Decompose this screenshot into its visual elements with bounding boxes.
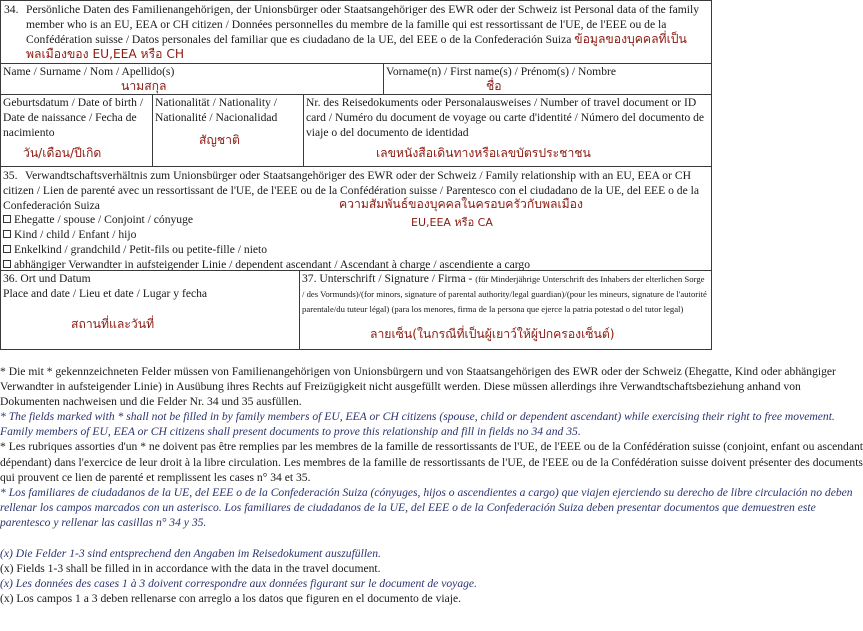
- field-37-title: Unterschrift / Signature / Firma -: [319, 272, 473, 285]
- nationality-field[interactable]: [152, 94, 303, 166]
- first-name-field[interactable]: [383, 63, 711, 94]
- surname-thai-annotation: นามสกุล: [121, 79, 167, 93]
- field-34-number: 34.: [4, 3, 19, 16]
- note-x-spanish: (x) Los campos 1 a 3 deben rellenarse con arreglo a los datos que figuren en el documento de viaje.: [0, 592, 462, 606]
- field-34-title: Persönliche Daten des Familienangehörigen, der Unionsbürger oder Staatsangehöriger des EWR oder der Schweiz ist Personal data of the family member who is an EU, EEA or CH citizen / Données personnelles du membre de la famille qui est ressortissant de l'UE, de l'EEE ou de la Confédération suisse / Datos personales del familiar que es ciudadano de la UE, del EEE o de la Confederación Suiza: [26, 3, 699, 46]
- field-36-number: 36.: [3, 272, 18, 285]
- travel-document-label: Nr. des Reisedokuments oder Personalausweises / Number of travel document or ID card / Numéro du document de voyage ou carte d'identité / Número del documento de viaje o del documento de identidad: [306, 96, 705, 139]
- field-35-thai-annotation: ความสัมพันธ์ของบุคคลในครอบครัวกับพลเมือง: [339, 197, 583, 211]
- travel-document-field[interactable]: [303, 94, 711, 166]
- relationship-option-child[interactable]: Kind / child / Enfant / hijo: [3, 227, 530, 242]
- footnotes: [0, 364, 863, 530]
- relationship-option-grandchild[interactable]: Enkelkind / grandchild / Petit-fils ou petite-fille / nieto: [3, 242, 530, 257]
- nationality-label: Nationalität / Nationality / Nationalité / Nacionalidad: [155, 96, 278, 124]
- note-x-french: (x) Les données des cases 1 à 3 doivent correspondre aux données figurant sur le document de voyage.: [0, 577, 477, 591]
- relationship-option-spouse[interactable]: Ehegatte / spouse / Conjoint / cónyuge: [3, 212, 530, 227]
- note-french: * Les rubriques assorties d'un * ne doivent pas être remplies par les membres de la famille de ressortissants de l'UE, de l'EEE ou de la Confédération suisse (conjoint, enfant ou ascendant dépendant) dans l'exercice de leur droit à la libre circulation. Les membres de la famille de ressortissants de l'UE, de l'EEE ou de la Confédération suisse doivent présenter des documents qui prouvent ce lien de parenté et remplissent les cases n° 34 et 35.: [0, 440, 863, 484]
- note-english: * The fields marked with * shall not be filled in by family members of EU, EEA or CH citizens (spouse, child or dependent ascendant) while exercising their right to free movement. Family members of EU, EEA or CH citizens shall present documents to prove this relationship and fill in fields no 34 and 35.: [0, 410, 835, 439]
- surname-field[interactable]: [1, 63, 383, 94]
- relationship-option-dependent-ascendant[interactable]: abhängiger Verwandter in aufsteigender Linie / dependent ascendant / Ascendant à charge / ascendiente a cargo: [3, 257, 530, 272]
- field-37-minors-note: (für Minderjährige Unterschrift des Inhabers der elterlichen Sorge / des Vormunds)/(for minors, signature of parental authority/legal guardian)/(pour les mineurs, signature de l'autorité parentale/du tuteur légal) (para los menores, firma de la persona que ejerce la patria potestad o del tutor legal): [302, 274, 707, 314]
- date-of-birth-label: Geburtsdatum / Date of birth / Date de naissance / Fecha de nacimiento: [3, 96, 144, 139]
- field-35-number: 35.: [3, 169, 18, 182]
- date-of-birth-field[interactable]: [1, 94, 152, 166]
- first-name-thai-annotation: ชื่อ: [486, 79, 502, 93]
- first-name-label: Vorname(n) / First name(s) / Prénom(s) / Nombre: [386, 65, 617, 78]
- checkbox-icon[interactable]: [3, 245, 11, 253]
- date-of-birth-thai-annotation: วัน/เดือน/ปีเกิด: [23, 146, 102, 160]
- field-37-number: 37.: [302, 272, 317, 285]
- nationality-thai-annotation: สัญชาติ: [199, 133, 240, 147]
- place-and-date-field[interactable]: [1, 270, 299, 349]
- note-spanish: * Los familiares de ciudadanos de la UE, del EEE o de la Confederación Suiza (cónyuges, hijos o ascendientes a cargo) que viajen ejerciendo su derecho de libre circulación no deben rellenar los campos marcados con un asterisco. Los familiares de ciudadanos de la UE, del EEE o de la Confederación Suiza deben presentar documentos que demuestren este parentesco y rellenar las casillas n° 34 y 35.: [0, 485, 853, 529]
- family-member-form: [0, 0, 712, 350]
- place-and-date-thai-annotation: สถานที่และวันที่: [71, 317, 155, 331]
- field-34-thai-annotation: ข้อมูลของบุคคลที่เป็นพลเมืองของ EU,EEA หรือ CH: [26, 32, 687, 61]
- note-x-english: (x) Fields 1-3 shall be filled in in accordance with the data in the travel document.: [0, 562, 381, 576]
- travel-document-notes: [0, 546, 863, 606]
- signature-thai-annotation: ลายเซ็น(ในกรณีที่เป็นผู้เยาว์ให้ผู้ปกครองเซ็นต์): [370, 327, 615, 341]
- checkbox-icon[interactable]: [3, 230, 11, 238]
- checkbox-icon[interactable]: [3, 215, 11, 223]
- field-34-header: [1, 1, 711, 63]
- field-36-title: Ort und Datum: [20, 272, 91, 285]
- signature-field[interactable]: [299, 270, 711, 349]
- field-35-relationship: [1, 166, 711, 270]
- checkbox-icon[interactable]: [3, 260, 11, 268]
- note-german: * Die mit * gekennzeichneten Felder müssen von Familienangehörigen von Unionsbürgern und von Staatsangehörigen des EWR oder der Schweiz (Ehegatte, Kind oder abhängiger Verwandter in aufsteigender Linie) in Ausübung ihres Rechts auf Freizügigkeit nicht ausgefüllt werden. Diese müssen allerdings ihre Verwandtschaftsbeziehung anhand von Dokumenten nachweisen und die Felder Nr. 34 und 35 ausfüllen.: [0, 365, 836, 409]
- surname-label: Name / Surname / Nom / Apellido(s): [3, 65, 175, 78]
- travel-document-thai-annotation: เลขหนังสือเดินทางหรือเลขบัตรประชาชน: [376, 146, 591, 160]
- field-35-title: Verwandtschaftsverhältnis zum Unionsbürger oder Staatsangehöriger des EWR oder der Schweiz / Family relationship with an EU, EEA or CH citizen / Lien de parenté avec un ressortissant de l'UE, de l'EEE ou de la Confédération suisse / Parentesco con el ciudadano de la UE, del EEE o de la Confederación Suiza: [3, 169, 700, 212]
- field-35-thai-annotation-2: EU,EEA หรือ CA: [411, 216, 493, 229]
- note-x-german: (x) Die Felder 1-3 sind entsprechend den Angaben im Reisedokument auszufüllen.: [0, 547, 381, 560]
- place-and-date-label: Place and date / Lieu et date / Lugar y fecha: [3, 287, 208, 300]
